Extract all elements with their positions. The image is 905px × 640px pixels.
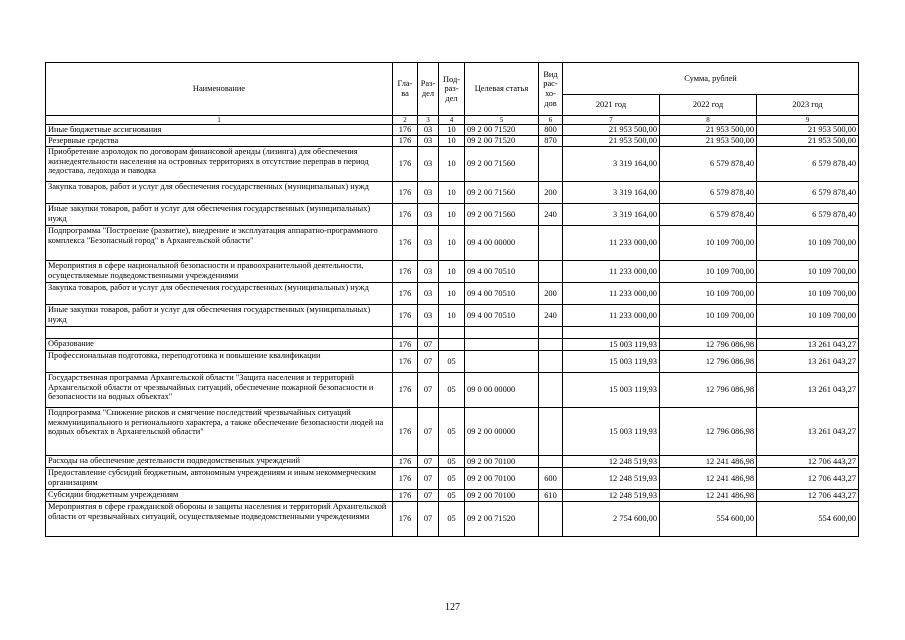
- row-podrazdel: 10: [439, 226, 465, 261]
- row-sum-2023: 12 706 443,27: [757, 490, 859, 502]
- row-target: 09 2 00 71520: [465, 502, 539, 537]
- row-vid: [539, 147, 563, 182]
- row-sum-2022: 10 109 700,00: [660, 283, 757, 305]
- table-row: [46, 456, 859, 468]
- row-sum-2022: 12 796 086,98: [660, 373, 757, 408]
- row-glava: 176: [393, 490, 418, 502]
- row-razdel: 07: [418, 408, 439, 456]
- row-sum-2021: 12 248 519,93: [563, 456, 660, 468]
- row-sum-2023: 13 261 043,27: [757, 373, 859, 408]
- row-target: 09 4 00 00000: [465, 226, 539, 261]
- row-target: 09 2 00 70100: [465, 468, 539, 490]
- row-name: Закупка товаров, работ и услуг для обеспечения государственных (муниципальных) нужд: [46, 283, 393, 305]
- row-name: Иные закупки товаров, работ и услуг для обеспечения государственных (муниципальных) нужд: [46, 305, 393, 327]
- header-name: Наименование: [46, 63, 393, 116]
- row-razdel: 03: [418, 283, 439, 305]
- row-glava: 176: [393, 261, 418, 283]
- row-sum-2022: 10 109 700,00: [660, 261, 757, 283]
- row-sum-2022: 12 796 086,98: [660, 351, 757, 373]
- header-glava: Гла-ва: [393, 63, 418, 116]
- row-podrazdel: 05: [439, 502, 465, 537]
- row-name: Иные закупки товаров, работ и услуг для обеспечения государственных (муниципальных) нужд: [46, 204, 393, 226]
- row-podrazdel: 05: [439, 373, 465, 408]
- row-sum-2021: 3 319 164,00: [563, 147, 660, 182]
- table-row: [46, 182, 859, 204]
- row-glava: 176: [393, 408, 418, 456]
- row-sum-2022: 6 579 878,40: [660, 147, 757, 182]
- row-sum-2021: 21 953 500,00: [563, 125, 660, 136]
- row-sum-2021: 3 319 164,00: [563, 182, 660, 204]
- row-name: Мероприятия в сфере национальной безопасности и правоохранительной деятельности, осуществляемые подведомственными учреждениями: [46, 261, 393, 283]
- index-cell: 2: [393, 116, 418, 125]
- row-sum-2022: 21 953 500,00: [660, 125, 757, 136]
- row-podrazdel: 10: [439, 204, 465, 226]
- row-razdel: 07: [418, 373, 439, 408]
- row-sum-2022: [660, 327, 757, 339]
- row-glava: 176: [393, 305, 418, 327]
- row-vid: 600: [539, 468, 563, 490]
- row-sum-2022: 12 796 086,98: [660, 408, 757, 456]
- row-sum-2023: 10 109 700,00: [757, 226, 859, 261]
- row-sum-2022: 6 579 878,40: [660, 204, 757, 226]
- row-target: [465, 339, 539, 351]
- row-target: 09 2 00 71560: [465, 204, 539, 226]
- table-row: [46, 468, 859, 490]
- row-glava: 176: [393, 204, 418, 226]
- row-sum-2023: 10 109 700,00: [757, 283, 859, 305]
- row-podrazdel: [439, 327, 465, 339]
- row-sum-2021: 15 003 119,93: [563, 408, 660, 456]
- header-podrazdel: Под-раз-дел: [439, 63, 465, 116]
- row-name: Государственная программа Архангельской области "Защита населения и территорий Архангельской области от чрезвычайных ситуаций, обеспечение пожарной безопасности и безопасности на водных объектах": [46, 373, 393, 408]
- header-2023: 2023 год: [757, 95, 859, 116]
- row-vid: [539, 339, 563, 351]
- row-sum-2022: 10 109 700,00: [660, 305, 757, 327]
- row-target: 09 2 00 71560: [465, 147, 539, 182]
- row-razdel: 07: [418, 339, 439, 351]
- row-name: [46, 327, 393, 339]
- row-glava: 176: [393, 456, 418, 468]
- row-razdel: 07: [418, 490, 439, 502]
- row-sum-2023: 12 706 443,27: [757, 456, 859, 468]
- row-sum-2023: 12 706 443,27: [757, 468, 859, 490]
- row-sum-2023: 6 579 878,40: [757, 204, 859, 226]
- row-target: 09 0 00 00000: [465, 373, 539, 408]
- row-sum-2021: 15 003 119,93: [563, 373, 660, 408]
- row-sum-2023: 13 261 043,27: [757, 351, 859, 373]
- row-vid: 200: [539, 283, 563, 305]
- table-row: [46, 136, 859, 147]
- row-sum-2021: [563, 327, 660, 339]
- row-razdel: 07: [418, 456, 439, 468]
- row-vid: 240: [539, 204, 563, 226]
- index-cell: 7: [563, 116, 660, 125]
- index-cell: 1: [46, 116, 393, 125]
- row-name: Мероприятия в сфере гражданской обороны и защиты населения и территорий Архангельской области от чрезвычайных ситуаций, осуществляемые подведомственными учреждениями: [46, 502, 393, 537]
- row-name: Подпрограмма "Построение (развитие), внедрение и эксплуатация аппаратно-программного комплекса "Безопасный город" в Архангельской области": [46, 226, 393, 261]
- table-row: [46, 373, 859, 408]
- row-name: Закупка товаров, работ и услуг для обеспечения государственных (муниципальных) нужд: [46, 182, 393, 204]
- row-sum-2023: 21 953 500,00: [757, 125, 859, 136]
- page-number: 127: [445, 602, 460, 613]
- row-glava: 176: [393, 147, 418, 182]
- row-sum-2021: 2 754 600,00: [563, 502, 660, 537]
- row-glava: 176: [393, 182, 418, 204]
- table-row: [46, 261, 859, 283]
- row-podrazdel: 10: [439, 283, 465, 305]
- row-name: Иные бюджетные ассигнования: [46, 125, 393, 136]
- row-vid: [539, 261, 563, 283]
- row-target: 09 2 00 71560: [465, 182, 539, 204]
- row-vid: [539, 226, 563, 261]
- row-target: 09 2 00 71520: [465, 125, 539, 136]
- row-name: Приобретение аэролодок по договорам финансовой аренды (лизинга) для обеспечения жизнедеятельности населения на островных территориях в отсутствие переправ в период ледостава, ледохода и паводка: [46, 147, 393, 182]
- row-razdel: 03: [418, 147, 439, 182]
- row-razdel: [418, 327, 439, 339]
- row-sum-2023: 554 600,00: [757, 502, 859, 537]
- row-vid: 240: [539, 305, 563, 327]
- header-2021: 2021 год: [563, 95, 660, 116]
- row-vid: [539, 327, 563, 339]
- row-glava: 176: [393, 373, 418, 408]
- table-row: [46, 204, 859, 226]
- row-sum-2021: 11 233 000,00: [563, 305, 660, 327]
- row-target: [465, 351, 539, 373]
- row-vid: 200: [539, 182, 563, 204]
- row-glava: 176: [393, 351, 418, 373]
- row-sum-2022: 12 241 486,98: [660, 468, 757, 490]
- row-vid: [539, 502, 563, 537]
- table-row: [46, 490, 859, 502]
- budget-table: [45, 62, 859, 537]
- row-podrazdel: 05: [439, 408, 465, 456]
- row-glava: 176: [393, 226, 418, 261]
- table-row: [46, 305, 859, 327]
- table-row: [46, 351, 859, 373]
- table-row: [46, 408, 859, 456]
- row-target: 09 4 00 70510: [465, 305, 539, 327]
- row-razdel: 07: [418, 351, 439, 373]
- index-cell: 9: [757, 116, 859, 125]
- row-glava: 176: [393, 468, 418, 490]
- row-glava: 176: [393, 136, 418, 147]
- row-sum-2022: 6 579 878,40: [660, 182, 757, 204]
- row-sum-2021: 15 003 119,93: [563, 351, 660, 373]
- row-sum-2023: 21 953 500,00: [757, 136, 859, 147]
- row-podrazdel: 10: [439, 125, 465, 136]
- index-cell: 4: [439, 116, 465, 125]
- index-cell: 8: [660, 116, 757, 125]
- row-target: 09 2 00 00000: [465, 408, 539, 456]
- row-name: Резервные средства: [46, 136, 393, 147]
- table-row: [46, 226, 859, 261]
- row-podrazdel: [439, 339, 465, 351]
- row-sum-2021: 3 319 164,00: [563, 204, 660, 226]
- row-razdel: 03: [418, 182, 439, 204]
- row-podrazdel: 05: [439, 456, 465, 468]
- row-sum-2021: 11 233 000,00: [563, 261, 660, 283]
- row-vid: [539, 408, 563, 456]
- index-cell: 6: [539, 116, 563, 125]
- row-vid: 800: [539, 125, 563, 136]
- row-podrazdel: 05: [439, 468, 465, 490]
- row-target: 09 4 00 70510: [465, 283, 539, 305]
- row-podrazdel: 10: [439, 305, 465, 327]
- column-index-row: [46, 116, 859, 125]
- row-glava: [393, 327, 418, 339]
- row-sum-2023: 13 261 043,27: [757, 339, 859, 351]
- row-vid: 610: [539, 490, 563, 502]
- table-row: [46, 502, 859, 537]
- table-row: [46, 339, 859, 351]
- row-sum-2021: 11 233 000,00: [563, 283, 660, 305]
- row-razdel: 03: [418, 305, 439, 327]
- row-glava: 176: [393, 502, 418, 537]
- row-target: 09 2 00 70100: [465, 456, 539, 468]
- row-sum-2022: 12 241 486,98: [660, 490, 757, 502]
- row-sum-2022: 554 600,00: [660, 502, 757, 537]
- table-body: [46, 125, 859, 537]
- row-podrazdel: 10: [439, 182, 465, 204]
- header-razdel: Раз-дел: [418, 63, 439, 116]
- row-sum-2022: 12 241 486,98: [660, 456, 757, 468]
- table-row: [46, 125, 859, 136]
- header-vid: Вид рас-хо-дов: [539, 63, 563, 116]
- row-sum-2022: 10 109 700,00: [660, 226, 757, 261]
- table-row: [46, 283, 859, 305]
- row-razdel: 07: [418, 468, 439, 490]
- row-name: Образование: [46, 339, 393, 351]
- table-row: [46, 147, 859, 182]
- row-name: Предоставление субсидий бюджетным, автономным учреждениям и иным некоммерческим организациям: [46, 468, 393, 490]
- row-target: 09 2 00 70100: [465, 490, 539, 502]
- row-podrazdel: 05: [439, 490, 465, 502]
- row-vid: 870: [539, 136, 563, 147]
- row-razdel: 07: [418, 502, 439, 537]
- index-cell: 5: [465, 116, 539, 125]
- header-2022: 2022 год: [660, 95, 757, 116]
- row-vid: [539, 351, 563, 373]
- index-cell: 3: [418, 116, 439, 125]
- row-sum-2022: 12 796 086,98: [660, 339, 757, 351]
- row-glava: 176: [393, 339, 418, 351]
- row-name: Профессиональная подготовка, переподготовка и повышение квалификации: [46, 351, 393, 373]
- row-razdel: 03: [418, 204, 439, 226]
- row-sum-2023: [757, 327, 859, 339]
- row-glava: 176: [393, 283, 418, 305]
- header-target: Целевая статья: [465, 63, 539, 116]
- row-sum-2023: 6 579 878,40: [757, 147, 859, 182]
- row-target: 09 4 00 70510: [465, 261, 539, 283]
- row-podrazdel: 10: [439, 261, 465, 283]
- row-sum-2023: 6 579 878,40: [757, 182, 859, 204]
- table-row: [46, 327, 859, 339]
- row-sum-2022: 21 953 500,00: [660, 136, 757, 147]
- row-vid: [539, 373, 563, 408]
- row-razdel: 03: [418, 261, 439, 283]
- row-razdel: 03: [418, 226, 439, 261]
- row-sum-2021: 11 233 000,00: [563, 226, 660, 261]
- row-razdel: 03: [418, 125, 439, 136]
- row-sum-2021: 12 248 519,93: [563, 468, 660, 490]
- row-sum-2023: 10 109 700,00: [757, 305, 859, 327]
- row-glava: 176: [393, 125, 418, 136]
- row-vid: [539, 456, 563, 468]
- row-podrazdel: 10: [439, 136, 465, 147]
- row-sum-2021: 21 953 500,00: [563, 136, 660, 147]
- row-podrazdel: 10: [439, 147, 465, 182]
- row-name: Расходы на обеспечение деятельности подведомственных учреждений: [46, 456, 393, 468]
- row-sum-2021: 15 003 119,93: [563, 339, 660, 351]
- row-target: 09 2 00 71520: [465, 136, 539, 147]
- header-sum: Сумма, рублей: [563, 63, 859, 95]
- row-razdel: 03: [418, 136, 439, 147]
- row-name: Подпрограмма "Снижение рисков и смягчение последствий чрезвычайных ситуаций межмуниципального и регионального характера, а также обеспечение безопасности людей на водных объектах в Архангельской области": [46, 408, 393, 456]
- row-podrazdel: 05: [439, 351, 465, 373]
- row-name: Субсидии бюджетным учреждениям: [46, 490, 393, 502]
- row-sum-2023: 10 109 700,00: [757, 261, 859, 283]
- row-sum-2021: 12 248 519,93: [563, 490, 660, 502]
- row-target: [465, 327, 539, 339]
- row-sum-2023: 13 261 043,27: [757, 408, 859, 456]
